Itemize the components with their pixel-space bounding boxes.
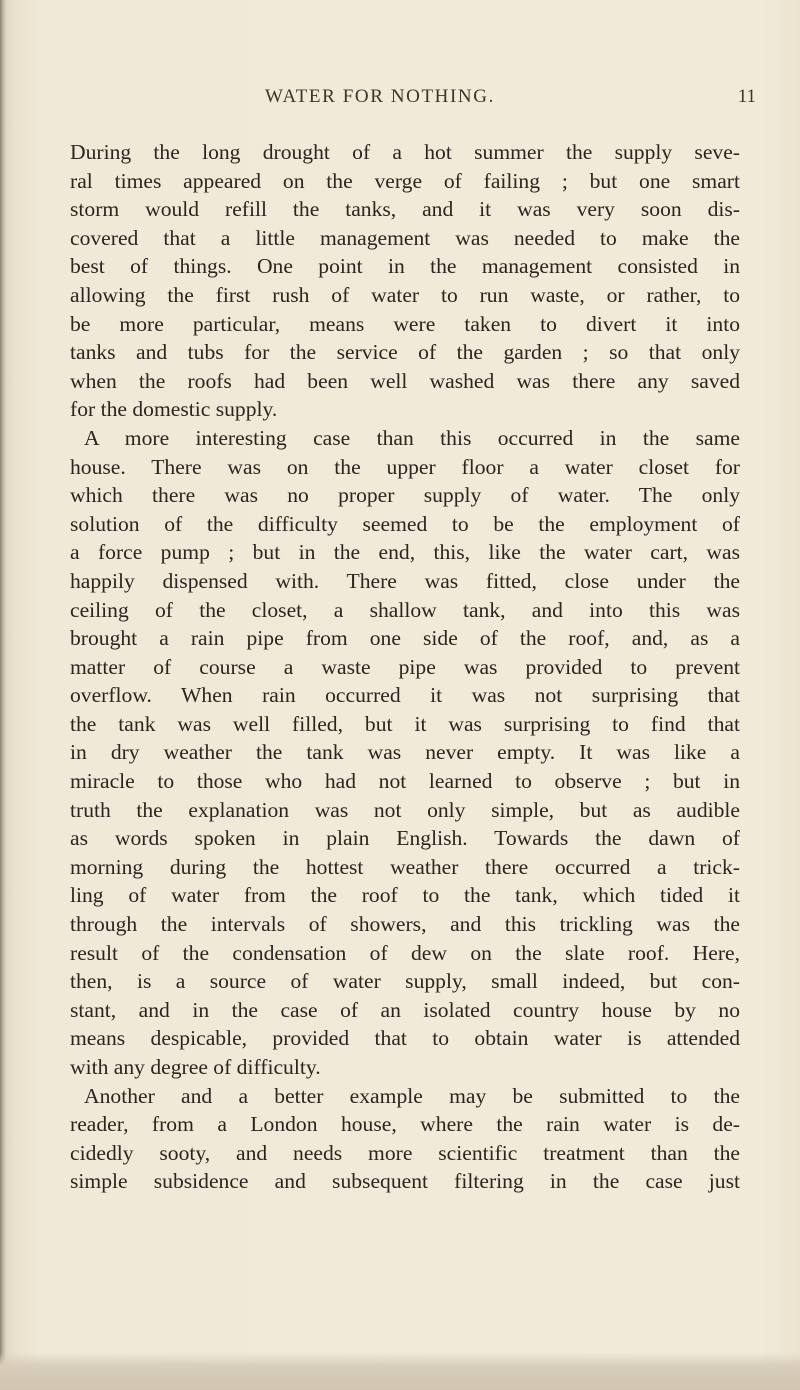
text-line: allowing the first rush of water to run waste, or rather, to [70,282,740,307]
running-head [0,84,800,110]
text-line: covered that a little management was needed to make the [70,225,740,250]
text-line: when the roofs had been well washed was there any saved [70,368,740,393]
text-line: as words spoken in plain English. Towards the dawn of [70,826,740,851]
text-line: house. There was on the upper floor a water closet for [70,454,740,479]
text-line: in dry weather the tank was never empty. It was like a [70,740,740,765]
text-line: simple subsidence and subsequent filtering in the case just [70,1169,740,1194]
running-title: WATER FOR NOTHING. [265,86,495,107]
page-bottom-edge [0,1352,800,1390]
text-line: ral times appeared on the verge of failing ; but one smart [70,168,740,193]
text-line: ceiling of the closet, a shallow tank, and into this was [70,597,740,622]
text-line: miracle to those who had not learned to observe ; but in [70,769,740,794]
binding-gutter [0,0,6,1390]
text-line: tanks and tubs for the service of the garden ; so that only [70,340,740,365]
text-line: Another and a better example may be submitted to the [84,1083,740,1108]
text-line: best of things. One point in the management consisted in [70,254,740,279]
text-line: the tank was well filled, but it was surprising to find that [70,711,740,736]
text-line: result of the condensation of dew on the slate roof. Here, [70,940,740,965]
text-line: reader, from a London house, where the rain water is de- [70,1112,740,1137]
text-line: means despicable, provided that to obtain water is attended [70,1026,740,1051]
text-line: through the intervals of showers, and this trickling was the [70,912,740,937]
text-line: overflow. When rain occurred it was not surprising that [70,683,740,708]
text-line: which there was no proper supply of water. The only [70,483,740,508]
text-line: stant, and in the case of an isolated country house by no [70,997,740,1022]
text-line: with any degree of difficulty. [70,1055,321,1079]
text-line: then, is a source of water supply, small indeed, but con- [70,969,740,994]
text-line: be more particular, means were taken to divert it into [70,311,740,336]
text-line: storm would refill the tanks, and it was very soon dis- [70,197,740,222]
text-line: ling of water from the roof to the tank, which tided it [70,883,740,908]
text-line: a force pump ; but in the end, this, like the water cart, was [70,540,740,565]
text-line: A more interesting case than this occurred in the same [84,425,740,450]
text-line: cidedly sooty, and needs more scientific treatment than the [70,1140,740,1165]
page-number: 11 [737,86,756,107]
text-line: happily dispensed with. There was fitted, close under the [70,568,740,593]
text-line: During the long drought of a hot summer the supply seve- [70,140,740,164]
text-line: truth the explanation was not only simple, but as audible [70,797,740,822]
text-line: brought a rain pipe from one side of the roof, and, as a [70,626,740,651]
text-line: morning during the hottest weather there occurred a trick- [70,854,740,879]
body-text [70,138,740,1196]
text-line: for the domestic supply. [70,397,278,422]
text-line: solution of the difficulty seemed to be the employment of [70,511,740,536]
text-line: matter of course a waste pipe was provided to prevent [70,654,740,679]
